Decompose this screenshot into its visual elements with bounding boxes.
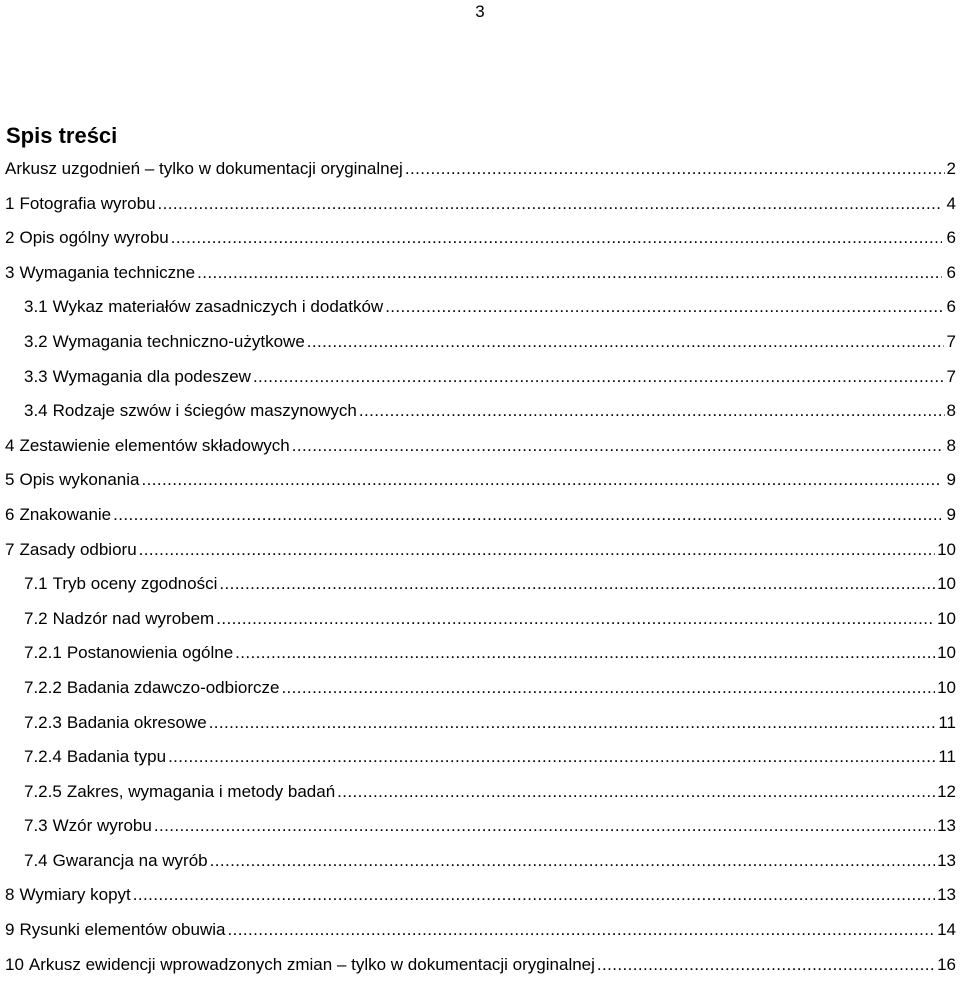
- dot-leader: [307, 325, 944, 360]
- toc-entry[interactable]: [0, 878, 960, 913]
- dot-leader: [253, 360, 943, 395]
- toc-entry[interactable]: [0, 844, 960, 879]
- toc-entry-title[interactable]: Badania okresowe: [66, 712, 207, 732]
- toc-entry-title[interactable]: Arkusz uzgodnień – tylko w dokumentacji oryginalnej: [5, 159, 403, 178]
- dot-leader: [139, 533, 935, 568]
- page-number: 3: [475, 2, 485, 21]
- toc-entry-page-number[interactable]: 13: [937, 850, 956, 870]
- dot-leader: [141, 463, 941, 498]
- toc-entry-title[interactable]: Opis ogólny wyrobu: [19, 228, 169, 248]
- toc-entry-title[interactable]: Wymiary kopyt: [19, 885, 131, 905]
- toc-entry-page-number[interactable]: 2: [946, 159, 956, 178]
- toc-entry[interactable]: [0, 533, 960, 568]
- dot-leader: [292, 429, 944, 464]
- toc-entry-title[interactable]: Zestawienie elementów składowych: [19, 435, 290, 455]
- toc-entry-title[interactable]: Wymagania techniczno-użytkowe: [52, 331, 305, 351]
- dot-leader: [359, 394, 945, 429]
- toc-entry[interactable]: [0, 602, 960, 637]
- toc-entry-page-number[interactable]: 8: [946, 435, 956, 455]
- toc-entry-number: 7.2.1: [24, 643, 62, 663]
- toc-entry[interactable]: [0, 394, 960, 429]
- toc-entry-page-number[interactable]: 9: [946, 504, 956, 524]
- toc-entry-number: 7.1: [24, 574, 48, 594]
- toc-entry-title[interactable]: Zakres, wymagania i metody badań: [66, 781, 336, 801]
- toc-entry-number: 10: [5, 954, 24, 974]
- toc-entry-page-number[interactable]: 14: [937, 920, 956, 940]
- toc-entry-page-number[interactable]: 13: [937, 816, 956, 836]
- toc-entry-title[interactable]: Tryb oceny zgodności: [52, 574, 218, 594]
- toc-entry[interactable]: [0, 152, 960, 187]
- toc-entry-title[interactable]: Arkusz ewidencji wprowadzonych zmian – tylko w dokumentacji oryginalnej: [28, 954, 595, 974]
- dot-leader: [197, 256, 942, 291]
- dot-leader: [171, 221, 942, 256]
- toc-entry-page-number[interactable]: 6: [946, 297, 956, 317]
- dot-leader: [158, 187, 942, 222]
- toc-entry-page-number[interactable]: 13: [937, 885, 956, 905]
- toc-entry-title[interactable]: Nadzór nad wyrobem: [52, 608, 215, 628]
- toc-entry-number: 7.3: [24, 816, 48, 836]
- toc-entry-title[interactable]: Postanowienia ogólne: [66, 643, 234, 663]
- toc-entry-title[interactable]: Gwarancja na wyrób: [52, 850, 208, 870]
- toc-entry-page-number[interactable]: 10: [937, 677, 956, 697]
- table-of-contents: [0, 152, 960, 982]
- toc-entry-number: 7.2.2: [24, 677, 62, 697]
- toc-entry-page-number[interactable]: 16: [937, 954, 956, 974]
- toc-entry-page-number[interactable]: 7: [946, 331, 956, 351]
- toc-entry-page-number[interactable]: 10: [937, 539, 956, 559]
- toc-entry[interactable]: [0, 463, 960, 498]
- toc-entry-number: 7: [5, 539, 15, 559]
- toc-entry-page-number[interactable]: 4: [946, 193, 956, 213]
- toc-entry-title[interactable]: Badania typu: [66, 747, 167, 767]
- toc-title: Spis treści: [6, 123, 118, 148]
- toc-entry-page-number[interactable]: 11: [938, 712, 956, 732]
- dot-leader: [385, 290, 944, 325]
- toc-entry[interactable]: [0, 429, 960, 464]
- dot-leader: [597, 948, 935, 982]
- toc-entry-title[interactable]: Fotografia wyrobu: [19, 193, 156, 213]
- toc-entry-page-number[interactable]: 10: [937, 643, 956, 663]
- toc-entry[interactable]: [0, 913, 960, 948]
- toc-entry-title[interactable]: Znakowanie: [19, 504, 112, 524]
- toc-entry-page-number[interactable]: 10: [937, 608, 956, 628]
- toc-entry[interactable]: [0, 325, 960, 360]
- toc-entry[interactable]: [0, 948, 960, 982]
- toc-entry-title[interactable]: Rysunki elementów obuwia: [19, 920, 226, 940]
- dot-leader: [210, 844, 935, 879]
- toc-entry[interactable]: [0, 636, 960, 671]
- toc-entry-page-number[interactable]: 8: [946, 401, 956, 421]
- toc-entry[interactable]: [0, 360, 960, 395]
- toc-entry[interactable]: [0, 256, 960, 291]
- dot-leader: [405, 152, 945, 187]
- toc-entry-page-number[interactable]: 6: [946, 228, 956, 248]
- toc-entry-title[interactable]: Badania zdawczo-odbiorcze: [66, 677, 280, 697]
- toc-entry-page-number[interactable]: 6: [946, 262, 956, 282]
- toc-entry-number: 9: [5, 920, 15, 940]
- toc-entry-title[interactable]: Wymagania techniczne: [19, 262, 196, 282]
- dot-leader: [227, 913, 935, 948]
- toc-entry[interactable]: [0, 671, 960, 706]
- toc-entry-number: 3.3: [24, 366, 48, 386]
- toc-entry[interactable]: [0, 567, 960, 602]
- dot-leader: [216, 602, 935, 637]
- toc-entry-page-number[interactable]: 11: [938, 747, 956, 767]
- dot-leader: [209, 706, 937, 741]
- dot-leader: [219, 567, 935, 602]
- toc-entry[interactable]: [0, 809, 960, 844]
- toc-entry-number: 7.2.5: [24, 781, 62, 801]
- toc-entry[interactable]: [0, 221, 960, 256]
- toc-entry-number: 5: [5, 470, 15, 490]
- dot-leader: [154, 809, 935, 844]
- dot-leader: [113, 498, 941, 533]
- toc-entry[interactable]: [0, 740, 960, 775]
- toc-entry[interactable]: [0, 775, 960, 810]
- toc-entry-title[interactable]: Wymagania dla podeszew: [52, 366, 251, 386]
- toc-entry-number: 7.2: [24, 608, 48, 628]
- toc-entry-number: 7.2.3: [24, 712, 62, 732]
- toc-entry-number: 3.2: [24, 331, 48, 351]
- dot-leader: [337, 775, 935, 810]
- toc-entry[interactable]: [0, 706, 960, 741]
- toc-entry-number: 3: [5, 262, 15, 282]
- toc-entry-number: 4: [5, 435, 15, 455]
- toc-entry-title[interactable]: Zasady odbioru: [19, 539, 137, 559]
- toc-entry-number: 6: [5, 504, 15, 524]
- toc-entry-number: 7.4: [24, 850, 48, 870]
- toc-entry-page-number[interactable]: 10: [937, 574, 956, 594]
- toc-entry-title[interactable]: Rodzaje szwów i ściegów maszynowych: [52, 401, 357, 421]
- toc-entry-number: 8: [5, 885, 15, 905]
- toc-entry-page-number[interactable]: 7: [946, 366, 956, 386]
- toc-entry-title[interactable]: Wykaz materiałów zasadniczych i dodatków: [52, 297, 384, 317]
- dot-leader: [133, 878, 935, 913]
- toc-entry-number: 1: [5, 193, 15, 213]
- toc-entry-page-number[interactable]: 9: [946, 470, 956, 490]
- dot-leader: [168, 740, 936, 775]
- toc-entry-title[interactable]: Opis wykonania: [19, 470, 140, 490]
- toc-entry-number: 2: [5, 228, 15, 248]
- toc-entry-number: 3.4: [24, 401, 48, 421]
- toc-entry[interactable]: [0, 187, 960, 222]
- dot-leader: [281, 671, 935, 706]
- toc-entry[interactable]: [0, 498, 960, 533]
- toc-entry-title[interactable]: Wzór wyrobu: [52, 816, 152, 836]
- toc-entry-number: 3.1: [24, 297, 48, 317]
- dot-leader: [235, 636, 935, 671]
- toc-entry-number: 7.2.4: [24, 747, 62, 767]
- toc-entry-page-number[interactable]: 12: [937, 781, 956, 801]
- toc-entry[interactable]: [0, 290, 960, 325]
